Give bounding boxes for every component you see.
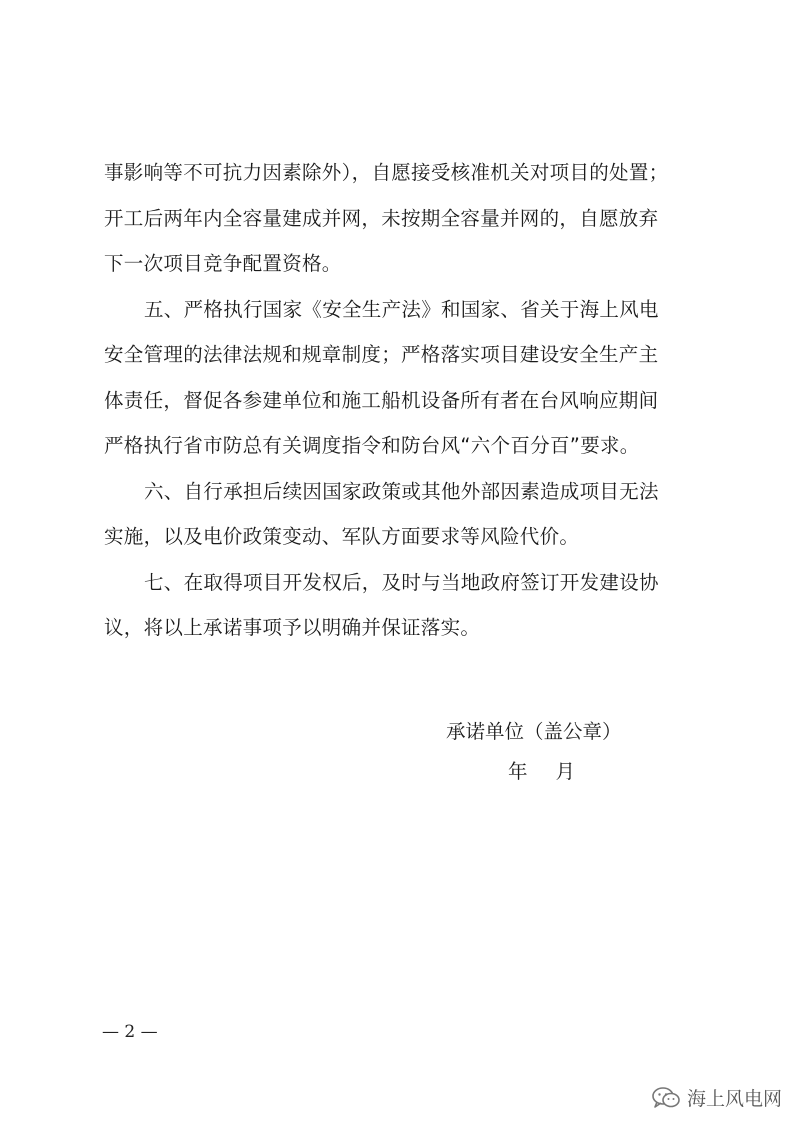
date-month: 月 — [555, 760, 576, 783]
date-year: 年 — [508, 760, 528, 783]
paragraph-2-line-1: 五、严格执行国家《安全生产法》和国家、省关于海上风电 — [144, 297, 659, 321]
paragraph-3-line-2: 实施，以及电价政策变动、军队方面要求等风险代价。 — [104, 525, 580, 548]
paragraph-4-line-2: 议，将以上承诺事项予以明确并保证落实。 — [104, 616, 481, 639]
paragraph-1-line-2: 开工后两年内全容量建成并网，未按期全容量并网的，自愿放弃 — [104, 206, 659, 230]
document-body — [104, 150, 716, 651]
paragraph-1-line-3: 下一次项目竞争配置资格。 — [104, 252, 342, 275]
watermark-text: 海上风电网 — [686, 1088, 782, 1110]
date-line — [508, 752, 575, 792]
paragraph-2-line-4: 严格执行省市防总有关调度指令和防台风“六个百分百”要求。 — [104, 434, 640, 457]
paragraph-1-line-1: 事影响等不可抗力因素除外），自愿接受核准机关对项目的处置； — [104, 161, 669, 184]
signature-line: 承诺单位（盖公章） — [446, 720, 622, 743]
paragraph-2-line-3: 体责任，督促各参建单位和施工船机设备所有者在台风响应期间 — [104, 388, 659, 412]
paragraph-2-line-2: 安全管理的法律法规和规章制度；严格落实项目建设安全生产主 — [104, 343, 659, 366]
paragraph-3-line-1: 六、自行承担后续因国家政策或其他外部因素造成项目无法 — [144, 479, 659, 503]
wechat-icon — [651, 1086, 681, 1110]
watermark — [651, 1084, 782, 1111]
page-number: — 2 — — [102, 1022, 158, 1042]
paragraph-4-line-1: 七、在取得项目开发权后，及时与当地政府签订开发建设协 — [144, 570, 659, 594]
